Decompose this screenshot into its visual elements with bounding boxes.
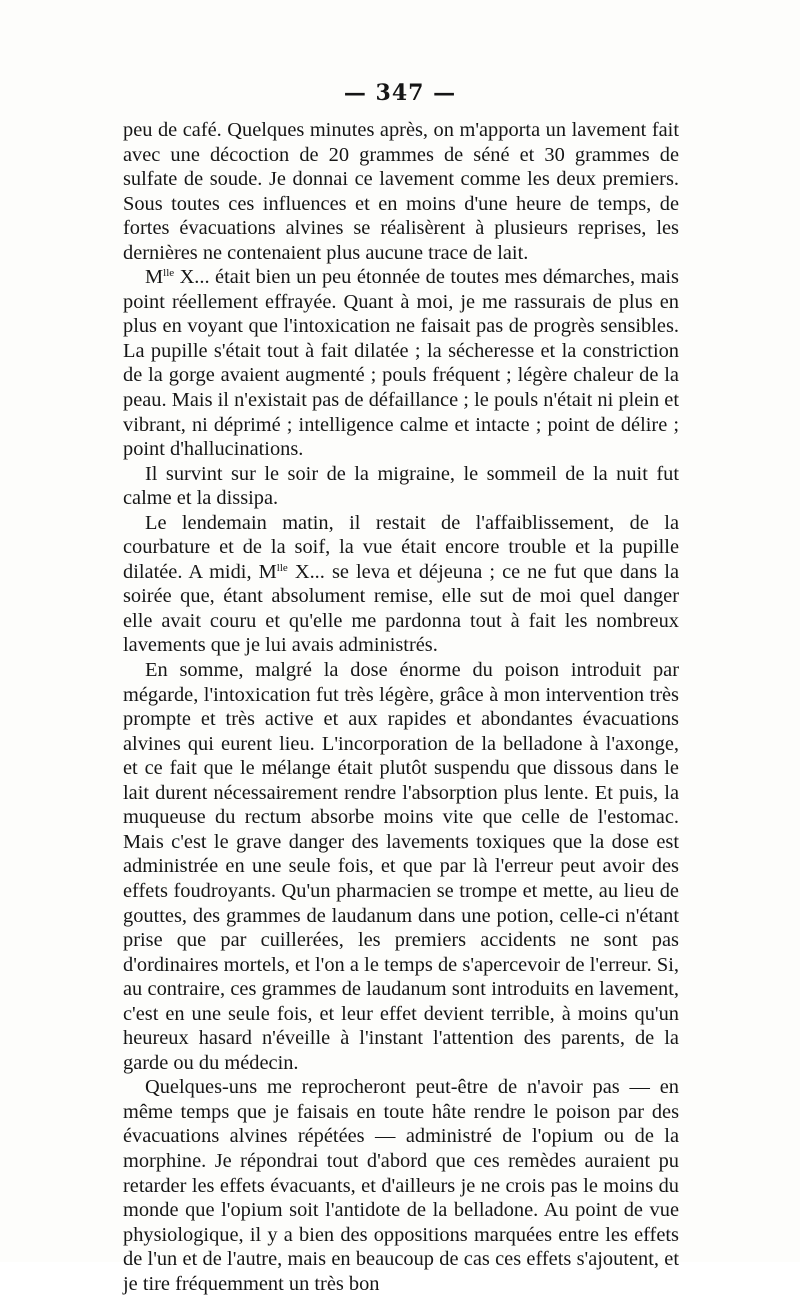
paragraph-6: Quelques-uns me reprocheront peut-être de n'avoir pas — en même temps que je faisais en toute hâte rendre le poison par des évacuations alvines répétées — administré de l'opium ou de la morphine. Je répondrai tout d'abord que ces remèdes auraient pu retarder les effets évacuants, et d'ailleurs je ne crois pas le moins du monde que l'opium soit l'antidote de la belladone. Au point de vue physiologique, il y a bien des oppositions marquées entre les effets de l'un et de l'autre, mais en beaucoup de cas ces effets s'ajoutent, et je tire fréquemment un très bon xyxy=(123,1076,679,1295)
page-number: — 347 — xyxy=(343,80,457,106)
paragraph-3: Il survint sur le soir de la migraine, le sommeil de la nuit fut calme et la dissipa. xyxy=(123,462,679,510)
superscript-lle: lle xyxy=(276,561,288,574)
paragraph-5: En somme, malgré la dose énorme du poison introduit par mégarde, l'intoxication fut très légère, grâce à mon intervention très prompte et très active et aux rapides et abondantes évacuations alvines qui eurent lieu. L'incorporation de la belladone à l'axonge, et ce fait que le mélange était plutôt suspendu que dissous dans le lait durent nécessairement rendre l'absorption plus lente. Et puis, la muqueuse du rectum absorbe moins vite que celle de l'estomac. Mais c'est le grave danger des lavements toxiques que la dose est administrée en une seule fois, et que par là l'erreur peut avoir des effets foudroyants. Qu'un pharmacien se trompe et mette, au lieu de gouttes, des grammes de laudanum dans une potion, celle-ci n'étant prise que par cuillerées, les premiers accidents ne sont pas d'ordinaires mortels, et l'on a le temps de s'apercevoir de l'erreur. Si, au contraire, ces grammes de laudanum sont introduits en lavement, c'est en une seule fois, et leur effet devient terrible, à moins qu'un heureux hasard n'éveille à l'instant l'attention des parents, de la garde ou du médecin. xyxy=(123,659,679,1074)
paragraph-2: $M^{lle}$ X... était bien un peu étonnée de toutes mes démarches, mais point réellement effrayée. Quant à moi, je me rassurais de plus en plus en voyant que l'intoxication ne faisait pas de progrès sensibles. La pupille s'était tout à fait dilatée ; la sécheresse et la constriction de la gorge avaient augmenté ; pouls fréquent ; légère chaleur de la peau. Mais il n'existait pas de défaillance ; le pouls n'était ni plein et vibrant, ni déprimé ; intelligence calme et intacte ; point de délire ; point d'hallucinations. xyxy=(123,266,679,461)
paragraph-4: Le lendemain matin, il restait de l'affaiblissement, de la courbature et de la soif, la vue était encore trouble et la pupille dilatée. A midi, $M^{lle}$ X... se leva et déjeuna ; ce ne fut que dans la soirée que, étant absolument remise, elle sut de moi quel danger elle avait couru et qu'elle me pardonna tout à fait les nombreux lavements que je lui avais administrés. xyxy=(123,511,679,657)
body-text xyxy=(123,118,679,1296)
paragraph-1: peu de café. Quelques minutes après, on m'apporta un lavement fait avec une décoction de 20 grammes de séné et 30 grammes de sulfate de soude. Je donnai ce lavement comme les deux premiers. Sous toutes ces influences et en moins d'une heure de temps, de fortes évacuations alvines se réalisèrent à plusieurs reprises, les dernières ne contenaient plus aucune trace de lait. xyxy=(123,119,679,264)
superscript-lle: lle xyxy=(163,267,175,280)
